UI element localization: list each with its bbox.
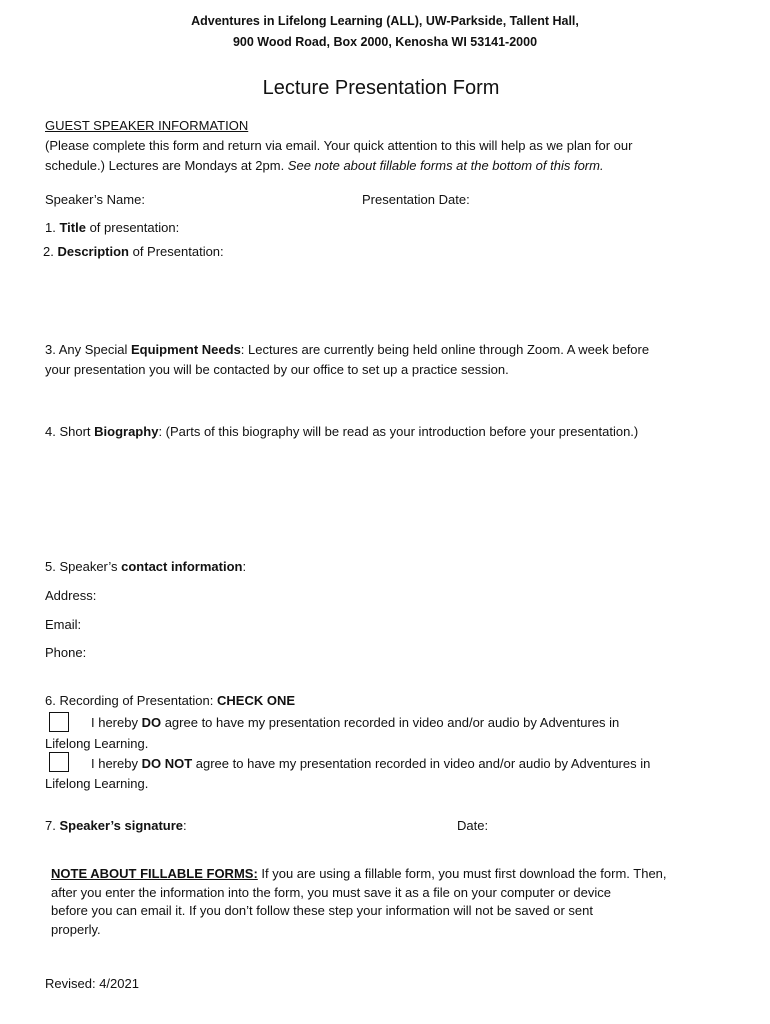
contact-info-label <box>45 559 246 574</box>
biography-label <box>45 424 638 439</box>
address-label: Address: <box>45 588 97 603</box>
presentation-date-label: Presentation Date: <box>362 192 470 207</box>
form-title: Lecture Presentation Form <box>262 77 500 99</box>
note-line-1-rest: If you are using a fillable form, you must first download the form. Then, <box>257 866 667 881</box>
do-not-agree-line-1 <box>91 756 650 771</box>
intro-line-2-text: schedule.) Lectures are Mondays at 2pm. <box>45 158 288 173</box>
do-not-agree-checkbox[interactable] <box>49 752 69 772</box>
opt2-bold: DO NOT <box>141 756 193 771</box>
presentation-date-field[interactable] <box>485 190 689 207</box>
q5-pre: 5. Speaker’s <box>45 559 122 574</box>
q4-pre: 4. Short <box>45 424 95 439</box>
title-field[interactable] <box>195 218 689 235</box>
q5-bold: contact information <box>121 559 243 574</box>
q2-rest: of Presentation: <box>128 244 224 259</box>
equipment-needs-line-2: your presentation you will be contacted by our office to set up a practice session. <box>45 362 509 377</box>
do-agree-checkbox[interactable] <box>49 712 69 732</box>
description-label <box>43 244 224 259</box>
q6-pre: 6. Recording of Presentation: <box>45 693 217 708</box>
opt1-bold: DO <box>141 715 162 730</box>
q6-bold: CHECK ONE <box>217 693 296 708</box>
opt2-rest: agree to have my presentation recorded in video and/or audio by Adventures in <box>192 756 651 771</box>
q3-bold: Equipment Needs <box>131 342 241 357</box>
q3-pre: 3. Any Special <box>45 342 131 357</box>
q1-number: 1. <box>45 220 60 235</box>
org-header-line-2: 900 Wood Road, Box 2000, Kenosha WI 53141-2000 <box>232 35 538 49</box>
q3-rest: : Lectures are currently being held online through Zoom. A week before <box>240 342 650 357</box>
speaker-name-label: Speaker’s Name: <box>45 192 145 207</box>
note-line-2: after you enter the information into the form, you must save it as a file on your computer or device <box>51 885 611 900</box>
section-heading: GUEST SPEAKER INFORMATION <box>45 118 249 133</box>
signature-date-field[interactable] <box>495 816 689 833</box>
opt2-pre: I hereby <box>91 756 142 771</box>
title-label <box>45 220 179 235</box>
q4-rest: : (Parts of this biography will be read as your introduction before your presentation.) <box>158 424 639 439</box>
email-label: Email: <box>45 617 82 632</box>
q1-bold: Title <box>59 220 86 235</box>
q7-rest: : <box>183 818 187 833</box>
revised-date: Revised: 4/2021 <box>45 976 139 991</box>
signature-field[interactable] <box>200 815 430 835</box>
q5-rest: : <box>242 559 247 574</box>
equipment-needs-line-1 <box>45 342 649 357</box>
q7-number: 7. <box>45 818 60 833</box>
q2-number: 2. <box>43 244 58 259</box>
opt1-pre: I hereby <box>91 715 142 730</box>
note-heading: NOTE ABOUT FILLABLE FORMS: <box>51 866 258 881</box>
intro-line-2 <box>45 158 604 173</box>
q4-bold: Biography <box>94 424 159 439</box>
q1-rest: of presentation: <box>85 220 180 235</box>
phone-field[interactable] <box>100 643 689 660</box>
opt1-rest: agree to have my presentation recorded in video and/or audio by Adventures in <box>161 715 620 730</box>
do-not-agree-line-2: Lifelong Learning. <box>45 776 149 791</box>
description-field[interactable] <box>45 264 725 334</box>
note-line-3: before you can email it. If you don’t follow these step your information will not be saved or sent <box>51 903 593 918</box>
do-agree-line-1 <box>91 715 619 730</box>
signature-label <box>45 818 187 833</box>
q2-bold: Description <box>57 244 129 259</box>
intro-line-1: (Please complete this form and return via email. Your quick attention to this will help as we plan for our <box>45 138 633 153</box>
biography-field[interactable] <box>45 446 725 546</box>
recording-label <box>45 693 295 708</box>
signature-date-label: Date: <box>457 818 489 833</box>
speaker-name-field[interactable] <box>155 190 349 207</box>
note-line-1 <box>51 866 667 881</box>
email-field[interactable] <box>95 615 689 632</box>
note-line-4: properly. <box>51 922 101 937</box>
q7-bold: Speaker’s signature <box>59 818 184 833</box>
org-header-line-1: Adventures in Lifelong Learning (ALL), UW-Parkside, Tallent Hall, <box>191 14 579 28</box>
phone-label: Phone: <box>45 645 87 660</box>
address-field[interactable] <box>105 586 689 603</box>
intro-line-2-italic: See note about fillable forms at the bottom of this form. <box>287 158 604 173</box>
do-agree-line-2: Lifelong Learning. <box>45 736 149 751</box>
